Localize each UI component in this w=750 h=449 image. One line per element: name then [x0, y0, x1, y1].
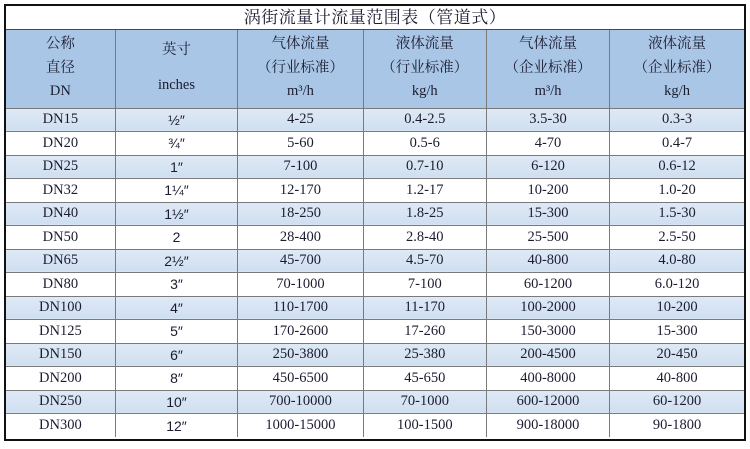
liquid-industry-cell: 2.8-40 [363, 226, 486, 250]
dn-cell: DN80 [6, 273, 115, 297]
liquid-industry-cell: 25-380 [363, 343, 486, 367]
column-header-line: inches [157, 77, 195, 94]
liquid-enterprise-cell: 10-200 [610, 296, 744, 320]
column-header-lines [364, 32, 486, 106]
column-header-line: （行业标准） [256, 59, 344, 76]
inches-cell: 6″ [115, 343, 238, 367]
column-header-line: m³/h [286, 83, 314, 100]
liquid-enterprise-cell: 0.3-3 [610, 108, 744, 132]
column-header-line: 液体流量 [648, 36, 707, 53]
column-header-lines [116, 32, 238, 106]
liquid-enterprise-cell: 1.5-30 [610, 202, 744, 226]
gas-enterprise-cell: 60-1200 [486, 273, 609, 297]
gas-industry-cell: 250-3800 [238, 343, 363, 367]
column-header-lines [610, 32, 744, 106]
dn-cell: DN150 [6, 343, 115, 367]
dn-cell: DN15 [6, 108, 115, 132]
column-header-line: （企业标准） [504, 59, 592, 76]
inches-cell: ¾″ [115, 132, 238, 156]
inches-cell: 1¼″ [115, 179, 238, 203]
liquid-industry-cell: 11-170 [363, 296, 486, 320]
inches-cell: 12″ [115, 414, 238, 438]
column-header-line: kg/h [411, 83, 438, 100]
column-header-inches [115, 30, 238, 108]
liquid-industry-cell: 1.8-25 [363, 202, 486, 226]
dn-cell: DN40 [6, 202, 115, 226]
column-header-lines [238, 32, 362, 106]
liquid-enterprise-cell: 6.0-120 [610, 273, 744, 297]
table-row [6, 155, 744, 179]
table-row [6, 108, 744, 132]
gas-enterprise-cell: 600-12000 [486, 390, 609, 414]
liquid-industry-cell: 0.5-6 [363, 132, 486, 156]
column-header-line: 液体流量 [395, 36, 454, 53]
gas-industry-cell: 18-250 [238, 202, 363, 226]
liquid-enterprise-cell: 15-300 [610, 320, 744, 344]
table-row [6, 414, 744, 438]
table-row [6, 320, 744, 344]
table-row [6, 390, 744, 414]
column-header-liquid-enterprise [610, 30, 744, 108]
column-header-line: kg/h [664, 83, 690, 100]
liquid-enterprise-cell: 40-800 [610, 367, 744, 391]
column-header-line: 公称 [45, 36, 75, 53]
gas-enterprise-cell: 400-8000 [486, 367, 609, 391]
liquid-enterprise-cell: 0.4-7 [610, 132, 744, 156]
gas-enterprise-cell: 25-500 [486, 226, 609, 250]
gas-enterprise-cell: 200-4500 [486, 343, 609, 367]
gas-enterprise-cell: 10-200 [486, 179, 609, 203]
liquid-industry-cell: 70-1000 [363, 390, 486, 414]
inches-cell: 4″ [115, 296, 238, 320]
liquid-industry-cell: 1.2-17 [363, 179, 486, 203]
dn-cell: DN65 [6, 249, 115, 273]
dn-cell: DN100 [6, 296, 115, 320]
column-header-lines [6, 32, 115, 106]
column-header-gas-enterprise [486, 30, 609, 108]
gas-industry-cell: 70-1000 [238, 273, 363, 297]
gas-enterprise-cell: 3.5-30 [486, 108, 609, 132]
inches-cell: 2½″ [115, 249, 238, 273]
dn-cell: DN20 [6, 132, 115, 156]
column-header-line: 气体流量 [271, 36, 330, 53]
gas-industry-cell: 12-170 [238, 179, 363, 203]
table-row [6, 202, 744, 226]
table-row [6, 273, 744, 297]
gas-enterprise-cell: 150-3000 [486, 320, 609, 344]
dn-cell: DN50 [6, 226, 115, 250]
table-row [6, 343, 744, 367]
table-row [6, 249, 744, 273]
inches-cell: 10″ [115, 390, 238, 414]
liquid-industry-cell: 17-260 [363, 320, 486, 344]
liquid-enterprise-cell: 4.0-80 [610, 249, 744, 273]
dn-cell: DN125 [6, 320, 115, 344]
gas-industry-cell: 170-2600 [238, 320, 363, 344]
gas-industry-cell: 700-10000 [238, 390, 363, 414]
table-body [6, 108, 744, 437]
gas-industry-cell: 45-700 [238, 249, 363, 273]
gas-enterprise-cell: 15-300 [486, 202, 609, 226]
liquid-enterprise-cell: 20-450 [610, 343, 744, 367]
gas-industry-cell: 7-100 [238, 155, 363, 179]
liquid-industry-cell: 7-100 [363, 273, 486, 297]
inches-cell: ½″ [115, 108, 238, 132]
gas-industry-cell: 450-6500 [238, 367, 363, 391]
gas-industry-cell: 4-25 [238, 108, 363, 132]
column-header-lines [487, 32, 609, 106]
column-header-gas-industry [238, 30, 363, 108]
header-row [6, 30, 744, 108]
gas-industry-cell: 110-1700 [238, 296, 363, 320]
gas-industry-cell: 5-60 [238, 132, 363, 156]
dn-cell: DN25 [6, 155, 115, 179]
gas-industry-cell: 1000-15000 [238, 414, 363, 438]
dn-cell: DN200 [6, 367, 115, 391]
liquid-industry-cell: 0.4-2.5 [363, 108, 486, 132]
flow-range-table [6, 30, 744, 437]
liquid-industry-cell: 100-1500 [363, 414, 486, 438]
gas-industry-cell: 28-400 [238, 226, 363, 250]
inches-cell: 5″ [115, 320, 238, 344]
column-header-line: 气体流量 [519, 36, 578, 53]
table-row [6, 296, 744, 320]
liquid-industry-cell: 0.7-10 [363, 155, 486, 179]
liquid-enterprise-cell: 2.5-50 [610, 226, 744, 250]
column-header-line: m³/h [534, 83, 562, 100]
liquid-enterprise-cell: 90-1800 [610, 414, 744, 438]
liquid-enterprise-cell: 1.0-20 [610, 179, 744, 203]
inches-cell: 1½″ [115, 202, 238, 226]
inches-cell: 2 [115, 226, 238, 250]
table-row [6, 179, 744, 203]
dn-cell: DN300 [6, 414, 115, 438]
table-row [6, 132, 744, 156]
liquid-industry-cell: 4.5-70 [363, 249, 486, 273]
inches-cell: 8″ [115, 367, 238, 391]
column-header-line: （企业标准） [633, 59, 721, 76]
dn-cell: DN32 [6, 179, 115, 203]
gas-enterprise-cell: 4-70 [486, 132, 609, 156]
column-header-liquid-industry [363, 30, 486, 108]
page-title: 涡街流量计流量范围表（管道式） [6, 6, 744, 30]
table-frame [4, 4, 746, 441]
inches-cell: 1″ [115, 155, 238, 179]
column-header-line: 直径 [45, 59, 75, 76]
column-header-line: （行业标准） [381, 59, 469, 76]
gas-enterprise-cell: 100-2000 [486, 296, 609, 320]
gas-enterprise-cell: 900-18000 [486, 414, 609, 438]
liquid-enterprise-cell: 60-1200 [610, 390, 744, 414]
dn-cell: DN250 [6, 390, 115, 414]
gas-enterprise-cell: 6-120 [486, 155, 609, 179]
column-header-line: 英寸 [161, 42, 191, 59]
liquid-enterprise-cell: 0.6-12 [610, 155, 744, 179]
gas-enterprise-cell: 40-800 [486, 249, 609, 273]
table-row [6, 226, 744, 250]
column-header-dn [6, 30, 115, 108]
column-header-line: DN [49, 83, 71, 100]
table-head [6, 30, 744, 108]
table-row [6, 367, 744, 391]
inches-cell: 3″ [115, 273, 238, 297]
liquid-industry-cell: 45-650 [363, 367, 486, 391]
